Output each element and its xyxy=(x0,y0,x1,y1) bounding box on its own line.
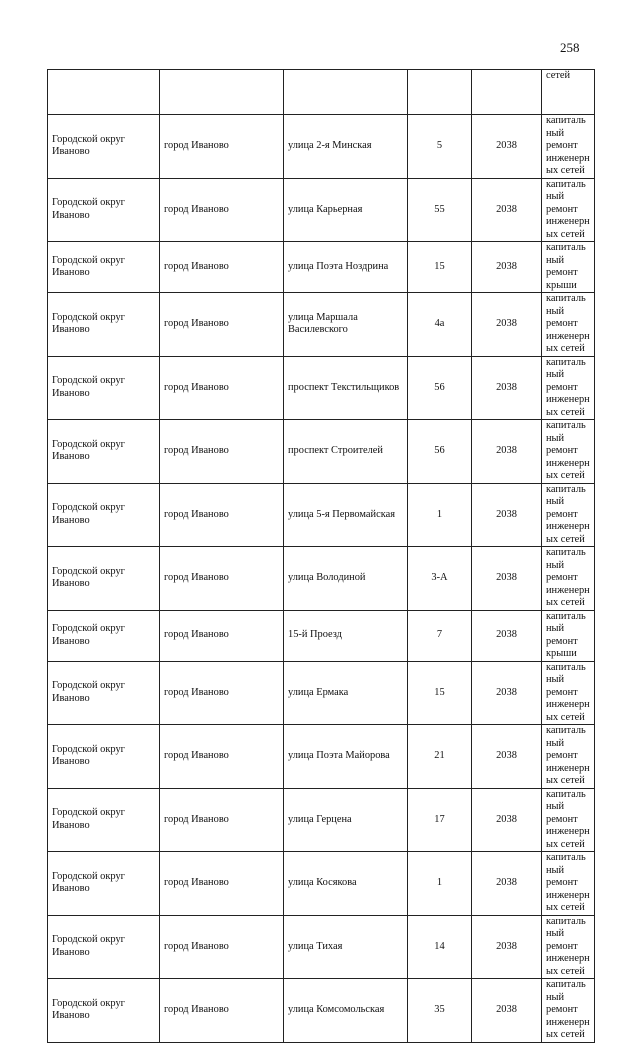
cell-street: улица Ермака xyxy=(284,661,408,725)
cell-municipality xyxy=(48,70,160,115)
cell-work: капитальный ремонт крыши xyxy=(542,610,595,661)
cell-street: улица Тихая xyxy=(284,915,408,979)
cell-street: улица 2-я Минская xyxy=(284,115,408,179)
cell-year: 2038 xyxy=(472,915,542,979)
cell-municipality: Городской округ Иваново xyxy=(48,915,160,979)
cell-work: капитальный ремонт инженерных сетей xyxy=(542,293,595,357)
cell-municipality: Городской округ Иваново xyxy=(48,661,160,725)
cell-work: капитальный ремонт инженерных сетей xyxy=(542,547,595,611)
cell-municipality: Городской округ Иваново xyxy=(48,420,160,484)
repair-schedule-table xyxy=(47,69,595,1043)
table-row xyxy=(48,115,595,179)
cell-settlement: город Иваново xyxy=(160,115,284,179)
cell-settlement: город Иваново xyxy=(160,852,284,916)
cell-house: 35 xyxy=(408,979,472,1043)
cell-house: 56 xyxy=(408,356,472,420)
cell-municipality: Городской округ Иваново xyxy=(48,788,160,852)
cell-house: 55 xyxy=(408,178,472,242)
cell-year: 2038 xyxy=(472,293,542,357)
cell-year: 2038 xyxy=(472,788,542,852)
cell-settlement: город Иваново xyxy=(160,356,284,420)
cell-settlement: город Иваново xyxy=(160,293,284,357)
cell-settlement: город Иваново xyxy=(160,483,284,547)
cell-house: 14 xyxy=(408,915,472,979)
cell-municipality: Городской округ Иваново xyxy=(48,242,160,293)
table-row xyxy=(48,420,595,484)
cell-settlement: город Иваново xyxy=(160,178,284,242)
cell-street: проспект Строителей xyxy=(284,420,408,484)
cell-street: улица Поэта Майорова xyxy=(284,725,408,789)
cell-work: капитальный ремонт инженерных сетей xyxy=(542,788,595,852)
cell-street: улица Маршала Василевского xyxy=(284,293,408,357)
cell-house: 1 xyxy=(408,852,472,916)
table-row xyxy=(48,356,595,420)
cell-house: 21 xyxy=(408,725,472,789)
cell-work: капитальный ремонт инженерных сетей xyxy=(542,725,595,789)
cell-work: капитальный ремонт инженерных сетей xyxy=(542,661,595,725)
cell-settlement: город Иваново xyxy=(160,420,284,484)
cell-work: капитальный ремонт инженерных сетей xyxy=(542,115,595,179)
cell-work: капитальный ремонт инженерных сетей xyxy=(542,852,595,916)
cell-work: сетей xyxy=(542,70,595,115)
cell-settlement xyxy=(160,70,284,115)
cell-municipality: Городской округ Иваново xyxy=(48,115,160,179)
cell-house: 15 xyxy=(408,661,472,725)
cell-house: 17 xyxy=(408,788,472,852)
cell-street: улица Герцена xyxy=(284,788,408,852)
table-row xyxy=(48,483,595,547)
cell-year: 2038 xyxy=(472,725,542,789)
cell-municipality: Городской округ Иваново xyxy=(48,979,160,1043)
cell-settlement: город Иваново xyxy=(160,547,284,611)
cell-municipality: Городской округ Иваново xyxy=(48,610,160,661)
table-body xyxy=(48,70,595,1043)
cell-year: 2038 xyxy=(472,852,542,916)
cell-street xyxy=(284,70,408,115)
table-row xyxy=(48,547,595,611)
table-row xyxy=(48,610,595,661)
cell-work: капитальный ремонт инженерных сетей xyxy=(542,356,595,420)
cell-street: 15-й Проезд xyxy=(284,610,408,661)
cell-street: улица 5-я Первомайская xyxy=(284,483,408,547)
cell-house: 1 xyxy=(408,483,472,547)
cell-year: 2038 xyxy=(472,178,542,242)
cell-municipality: Городской округ Иваново xyxy=(48,547,160,611)
cell-work: капитальный ремонт крыши xyxy=(542,242,595,293)
cell-year: 2038 xyxy=(472,115,542,179)
cell-street: улица Косякова xyxy=(284,852,408,916)
cell-house: 4а xyxy=(408,293,472,357)
cell-year: 2038 xyxy=(472,242,542,293)
table-row xyxy=(48,788,595,852)
cell-work: капитальный ремонт инженерных сетей xyxy=(542,483,595,547)
cell-street: улица Поэта Ноздрина xyxy=(284,242,408,293)
table-row xyxy=(48,293,595,357)
cell-street: улица Комсомольская xyxy=(284,979,408,1043)
page-number: 258 xyxy=(560,40,580,55)
cell-house: 15 xyxy=(408,242,472,293)
cell-municipality: Городской округ Иваново xyxy=(48,483,160,547)
cell-year: 2038 xyxy=(472,356,542,420)
cell-house: 7 xyxy=(408,610,472,661)
cell-work: капитальный ремонт инженерных сетей xyxy=(542,178,595,242)
cell-municipality: Городской округ Иваново xyxy=(48,293,160,357)
table-row xyxy=(48,178,595,242)
cell-house: 56 xyxy=(408,420,472,484)
cell-year: 2038 xyxy=(472,661,542,725)
table-row xyxy=(48,852,595,916)
cell-municipality: Городской округ Иваново xyxy=(48,178,160,242)
continuation-row xyxy=(48,70,595,115)
cell-year: 2038 xyxy=(472,979,542,1043)
cell-municipality: Городской округ Иваново xyxy=(48,725,160,789)
cell-year: 2038 xyxy=(472,547,542,611)
cell-house: 5 xyxy=(408,115,472,179)
cell-municipality: Городской округ Иваново xyxy=(48,852,160,916)
cell-work: капитальный ремонт инженерных сетей xyxy=(542,979,595,1043)
cell-street: улица Володиной xyxy=(284,547,408,611)
cell-settlement: город Иваново xyxy=(160,725,284,789)
cell-settlement: город Иваново xyxy=(160,610,284,661)
cell-year: 2038 xyxy=(472,420,542,484)
cell-year xyxy=(472,70,542,115)
table-row xyxy=(48,242,595,293)
table-row xyxy=(48,979,595,1043)
cell-street: улица Карьерная xyxy=(284,178,408,242)
cell-settlement: город Иваново xyxy=(160,915,284,979)
cell-settlement: город Иваново xyxy=(160,242,284,293)
cell-year: 2038 xyxy=(472,610,542,661)
cell-settlement: город Иваново xyxy=(160,788,284,852)
table-row xyxy=(48,661,595,725)
table-row xyxy=(48,725,595,789)
cell-house xyxy=(408,70,472,115)
cell-house: 3-А xyxy=(408,547,472,611)
cell-work: капитальный ремонт инженерных сетей xyxy=(542,915,595,979)
cell-settlement: город Иваново xyxy=(160,661,284,725)
cell-year: 2038 xyxy=(472,483,542,547)
cell-municipality: Городской округ Иваново xyxy=(48,356,160,420)
cell-settlement: город Иваново xyxy=(160,979,284,1043)
cell-street: проспект Текстильщиков xyxy=(284,356,408,420)
cell-work: капитальный ремонт инженерных сетей xyxy=(542,420,595,484)
table-row xyxy=(48,915,595,979)
